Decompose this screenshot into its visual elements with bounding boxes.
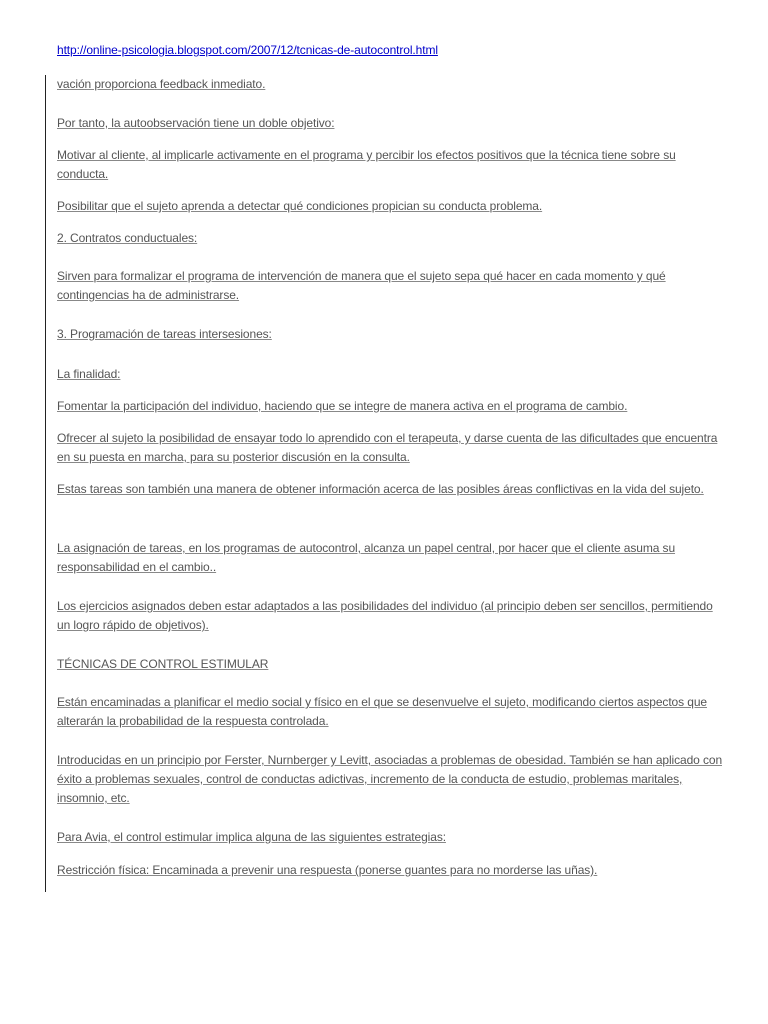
paragraph-detect-conditions: Posibilitar que el sujeto aprenda a detectar qué condiciones propician su conducta problema. (57, 199, 543, 213)
paragraph-fomentar-participacion: Fomentar la participación del individuo, haciendo que se integre de manera activa en el programa de cambio. (57, 399, 628, 413)
source-url-link[interactable]: http://online-psicologia.blogspot.com/2007/12/tcnicas-de-autocontrol.html (57, 43, 438, 57)
paragraph-restriccion-fisica: Restricción física: Encaminada a prevenir una respuesta (ponerse guantes para no morderse las uñas). (57, 863, 598, 877)
paragraph-ofrecer-ensayar: Ofrecer al sujeto la posibilidad de ensayar todo lo aprendido con el terapeuta, y darse cuenta de las dificultades que encuentra en su puesta en marcha, para su posterior discusión en la consulta. (57, 431, 718, 464)
heading-contratos-conductuales: 2. Contratos conductuales: (57, 231, 198, 245)
paragraph-feedback: vación proporciona feedback inmediato. (57, 77, 266, 91)
paragraph-double-objective: Por tanto, la autoobservación tiene un doble objetivo: (57, 116, 335, 130)
heading-control-estimular: TÉCNICAS DE CONTROL ESTIMULAR (57, 657, 269, 671)
paragraph-encaminadas: Están encaminadas a planificar el medio social y físico en el que se desenvuelve el sujeto, modificando ciertos aspectos que alterarán la probabilidad de la respuesta controlada. (57, 695, 707, 728)
paragraph-asignacion-tareas: La asignación de tareas, en los programas de autocontrol, alcanza un papel central, por hacer que el cliente asuma su responsabilidad en el cambio.. (57, 541, 676, 574)
margin-change-bar (45, 75, 46, 892)
paragraph-para-avia: Para Avia, el control estimular implica alguna de las siguientes estrategias: (57, 830, 446, 844)
paragraph-ejercicios-asignados: Los ejercicios asignados deben estar adaptados a las posibilidades del individuo (al principio deben ser sencillos, permitiendo un logro rápido de objetivos). (57, 599, 713, 632)
heading-la-finalidad: La finalidad: (57, 367, 121, 381)
paragraph-motivate-client: Motivar al cliente, al implicarle activamente en el programa y percibir los efectos positivos que la técnica tiene sobre su conducta. (57, 148, 676, 181)
paragraph-areas-conflictivas: Estas tareas son también una manera de obtener información acerca de las posibles áreas conflictivas en la vida del sujeto. (57, 482, 704, 496)
paragraph-formalize-program: Sirven para formalizar el programa de intervención de manera que el sujeto sepa qué hacer en cada momento y qué contingencias ha de administrarse. (57, 269, 666, 302)
paragraph-introducidas: Introducidas en un principio por Ferster, Nurnberger y Levitt, asociadas a problemas de obesidad. También se han aplicado con éxito a problemas sexuales, control de conductas adictivas, incremento de la conducta de estudio, problemas maritales, insomnio, etc. (57, 753, 723, 805)
heading-programacion-tareas: 3. Programación de tareas intersesiones: (57, 327, 272, 341)
